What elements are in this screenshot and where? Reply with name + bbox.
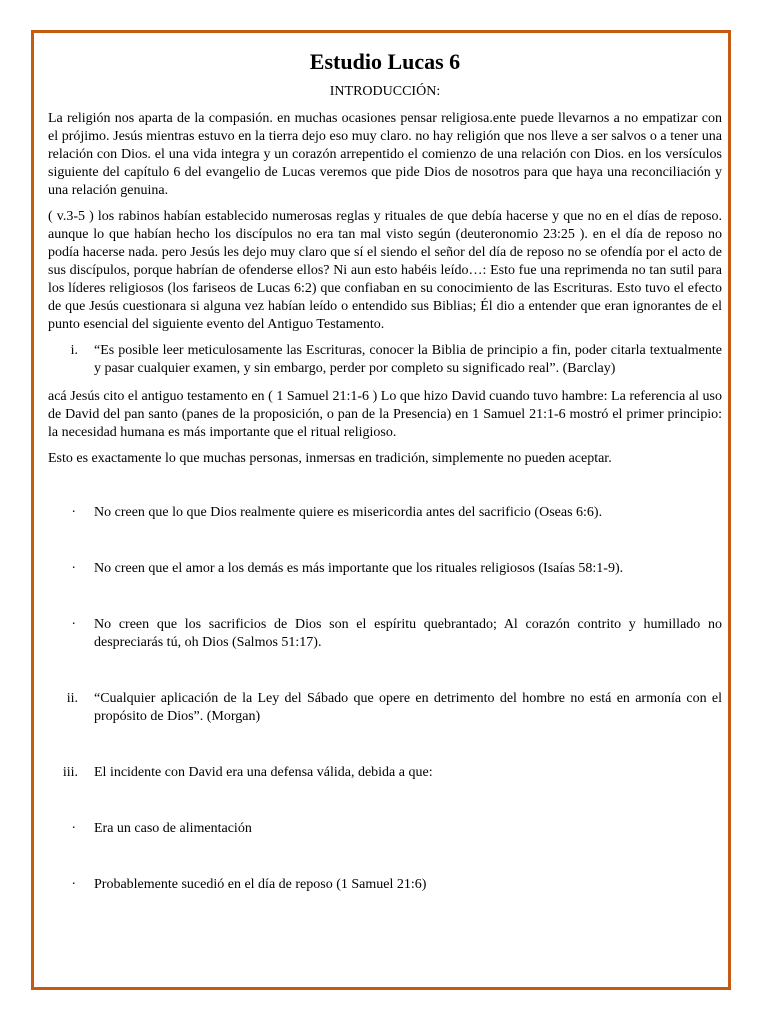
document-page (31, 30, 731, 990)
bullet-item (48, 504, 722, 522)
bullet-marker: · (71, 821, 76, 836)
bullet-marker: · (71, 561, 76, 576)
bullet-item (48, 876, 722, 894)
bullet-text: Era un caso de alimentación (94, 821, 252, 836)
list-marker: ii. (66, 691, 78, 706)
list-item-i (48, 342, 722, 378)
bullet-text: No creen que los sacrificios de Dios son el espíritu quebrantado; Al corazón contrito y humillado no despreciarás tú, oh Dios (Salmos 51:17). (94, 617, 722, 650)
paragraph-intro: La religión nos aparta de la compasión. en muchas ocasiones pensar religiosa.ente puede llevarnos a no empatizar con el prójimo. Jesús mientras estuvo en la tierra dejo eso muy claro. no hay religión que nos lleve a ser salvos o a tener una relación con Dios. el una vida integra y un corazón arrepentido el comienzo de una relación con Dios. en los versículos siguiente del capítulo 6 del evangelio de Lucas veremos que pide Dios de nosotros para que haya una reconciliación y una relación genuina. (48, 111, 722, 198)
list-marker: iii. (62, 765, 78, 780)
bullet-text: No creen que lo que Dios realmente quiere es misericordia antes del sacrificio (Oseas 6:6). (94, 505, 603, 520)
document-title: Estudio Lucas 6 (309, 49, 461, 74)
bullet-marker: · (71, 617, 76, 632)
bullet-marker: · (71, 505, 76, 520)
list-marker: i. (70, 343, 78, 358)
bullet-marker: · (71, 877, 76, 892)
document-content (48, 47, 722, 894)
bullet-item (48, 616, 722, 652)
bullet-item (48, 560, 722, 578)
list-text: “Es posible leer meticulosamente las Escrituras, conocer la Biblia de principio a fin, poder citarla textualmente y pasar cualquier examen, y sin embargo, perder por completo su significado real”. (Barclay) (94, 343, 722, 376)
paragraph-tradition: Esto es exactamente lo que muchas personas, inmersas en tradición, simplemente no pueden aceptar. (48, 451, 612, 466)
paragraph-verses: ( v.3-5 ) los rabinos habían establecido numerosas reglas y rituales de que debía hacerse y que no en el días de reposo. aunque lo que habían hecho los discípulos no era tan mal visto según (deuteronomio 23:25 ). en el día de reposo no podía hacerse nada. pero Jesús les dejo muy claro que sí el siendo el señor del día de reposo no se ofendía por el acto de sus discípulos, porque habrían de ofenderse ellos? Ni aun esto habéis leído…: Esto fue una reprimenda no tan sutil para los líderes religiosos (los fariseos de Lucas 6:2) que confiaban en su conocimiento de las Escrituras. Esto tuvo el efecto de que Jesús cuestionara si alguna vez habían leído o entendido sus Biblias; Él dio a entender que eran ignorantes de el punto esencial del siguiente evento del Antiguo Testamento. (48, 209, 722, 332)
bullet-text: Probablemente sucedió en el día de reposo (1 Samuel 21:6) (94, 877, 427, 892)
section-heading: INTRODUCCIÓN: (329, 84, 441, 99)
list-text: “Cualquier aplicación de la Ley del Sábado que opere en detrimento del hombre no está en armonía con el propósito de Dios”. (Morgan) (94, 691, 722, 724)
list-text: El incidente con David era una defensa válida, debida a que: (94, 765, 433, 780)
list-item-ii (48, 690, 722, 726)
list-item-iii (48, 764, 722, 782)
paragraph-samuel: acá Jesús cito el antiguo testamento en ( 1 Samuel 21:1-6 ) Lo que hizo David cuando tuvo hambre: La referencia al uso de David del pan santo (panes de la proposición, o pan de la Presencia) en 1 Samuel 21:1-6 mostró el primer principio: la necesidad humana es más importante que el ritual religioso. (48, 389, 722, 440)
bullet-item (48, 820, 722, 838)
bullet-text: No creen que el amor a los demás es más importante que los rituales religiosos (Isaías 58:1-9). (94, 561, 624, 576)
